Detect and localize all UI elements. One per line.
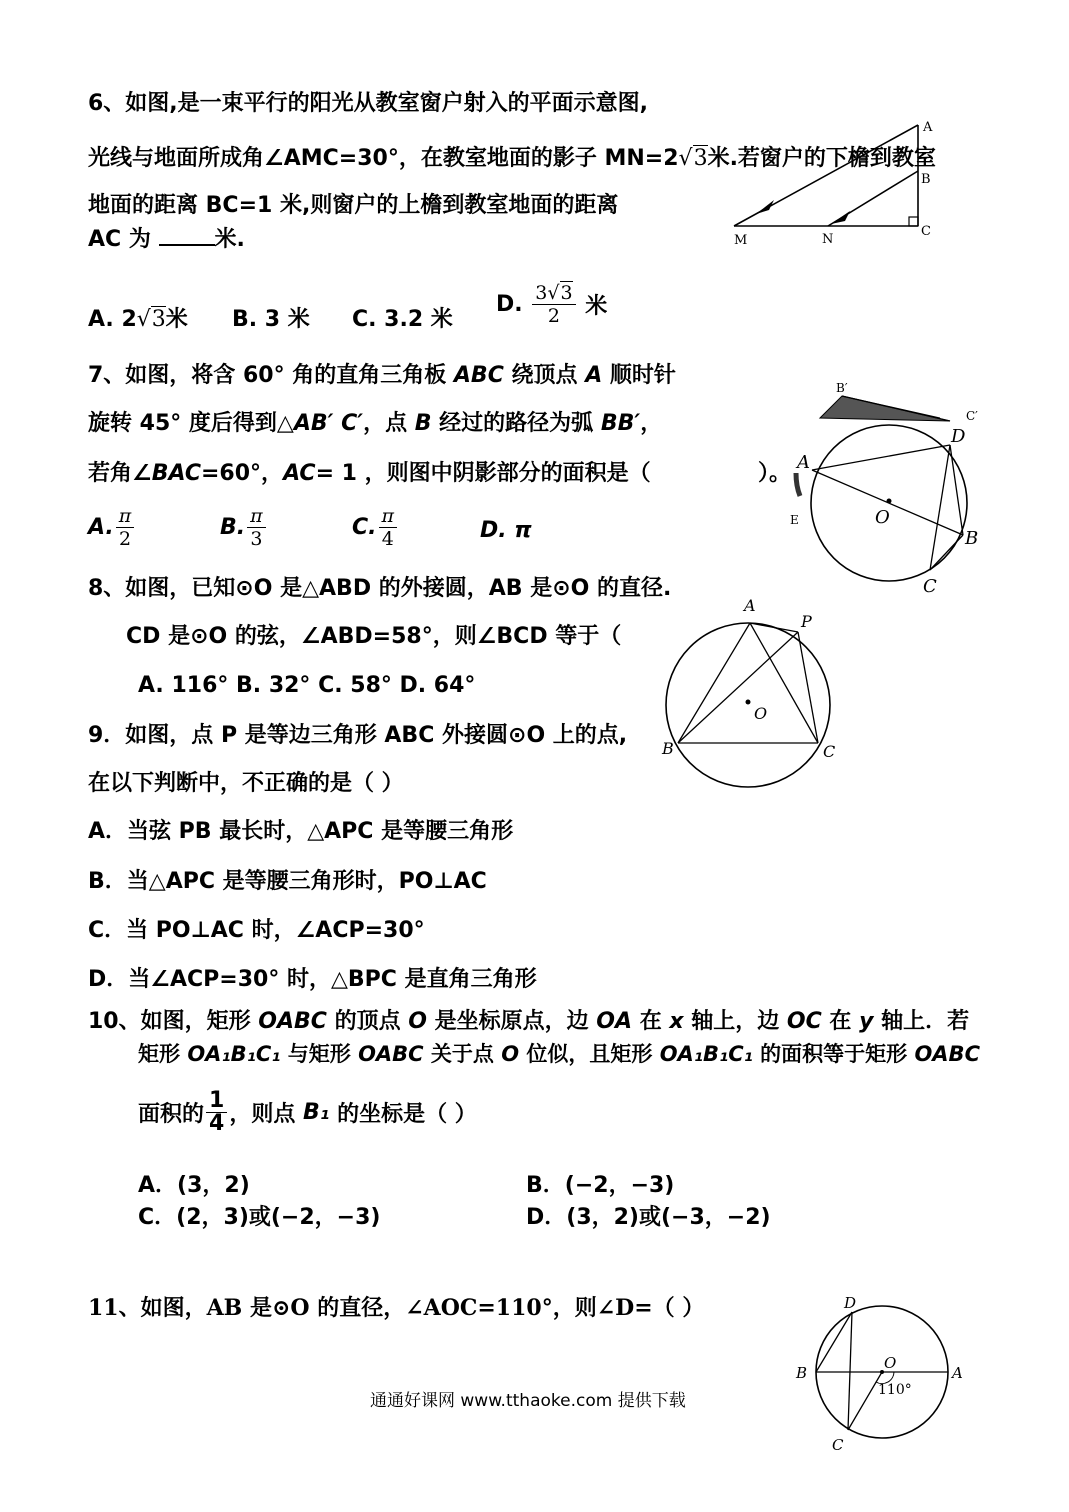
- q7-line2: [88, 410, 662, 438]
- q6-line4: [88, 224, 245, 254]
- q10-line1: 10、如图，矩形 OABC 的顶点 O 是坐标原点，边 OA 在 x 轴上，边 OC 在 y 轴上．若: [88, 1009, 970, 1034]
- q6-line1: 6、如图,是一束平行的阳光从教室窗户射入的平面示意图,: [88, 91, 649, 116]
- q6-opt-a-pre: A. 2: [88, 307, 137, 332]
- q6-figure: [728, 115, 938, 250]
- q7-l1-c: 顺时针: [602, 363, 676, 388]
- q8-label-d: D: [951, 426, 966, 447]
- q7-opt-b-frac: $\frac{\pi}{3}$: [247, 505, 266, 550]
- q9-figure: [658, 595, 848, 790]
- q6-sqrt3: √3: [678, 146, 708, 171]
- q11-label-d: D: [844, 1294, 857, 1312]
- q6-label-c: C: [921, 224, 931, 239]
- q6-line3: 地面的距离 BC=1 米,则窗户的上檐到教室地面的距离: [88, 193, 619, 218]
- q7-line3: [88, 460, 651, 488]
- q6-right-angle: [909, 217, 918, 226]
- q8-label-o: O: [875, 507, 890, 528]
- q7-l3-ac: AC: [283, 461, 316, 486]
- q7-l2-arc: BB′: [600, 411, 641, 436]
- q9-line2: 在以下判断中，不正确的是（ ）: [88, 771, 404, 796]
- q11-label-a: A: [952, 1364, 963, 1382]
- q8-label-c: C: [923, 576, 937, 597]
- q10-option-b: B．(−2，−3): [526, 1173, 675, 1198]
- q7-l1-b: 绕顶点: [503, 363, 586, 388]
- q7-option-b: B. $\frac{\pi}{3}$: [220, 505, 268, 550]
- q6-opt-a-post: 米: [165, 307, 188, 332]
- q7-shaded-region: [820, 396, 950, 421]
- q7-line3-close: ）。: [758, 461, 792, 486]
- q10-line3: 面积的 $\frac{1}{4}$ ，则点 B₁ 的坐标是（ ）: [138, 1088, 477, 1136]
- q6-opt-d-pre: D.: [496, 292, 523, 317]
- q7-label-bprime: B′: [836, 381, 848, 395]
- page-footer: 通通好课网 www.tthaoke.com 提供下载: [370, 1391, 686, 1411]
- q9-center-dot: [746, 700, 751, 705]
- q11-angle-label: 110°: [878, 1382, 912, 1398]
- q8-label-b: B: [965, 528, 979, 549]
- q7-label-e: E: [790, 513, 799, 527]
- q7-l2-a: 旋转 45° 度后得到△: [88, 411, 294, 436]
- q8-options: A. 116° B. 32° C. 58° D. 64°: [138, 673, 476, 698]
- q6-line2-b: 米.若窗户的下檐到教室: [707, 146, 936, 171]
- q11-label-o: O: [884, 1354, 897, 1372]
- q9-option-b: B．当△APC 是等腰三角形时，PO⊥AC: [88, 869, 487, 894]
- q7-line1: [88, 362, 676, 390]
- q11-label-b: B: [796, 1364, 808, 1382]
- q6-label-m: M: [734, 233, 748, 248]
- q7-l2-b: ，点: [363, 411, 415, 436]
- q11-label-c: C: [832, 1436, 844, 1454]
- q7-l2-point: B: [414, 411, 432, 436]
- q6-answer-blank: [159, 224, 215, 246]
- q6-opt-d-post: 米: [585, 294, 608, 319]
- q9-label-c: C: [823, 742, 836, 761]
- q8-line2: CD 是⊙O 的弦，∠ABD=58°，则∠BCD 等于（: [126, 624, 622, 649]
- q11-line1: 11、如图，AB 是⊙O 的直径，∠AOC=110°，则∠D=（ ）: [88, 1295, 705, 1321]
- q7-l1-abc: ABC: [453, 363, 504, 388]
- q7-l1-a: 7、如图，将含 60° 角的直角三角板: [88, 363, 454, 388]
- q9-option-a: A．当弦 PB 最长时，△APC 是等腰三角形: [88, 819, 514, 844]
- q7-l3-c: = 1 ，则图中阴影部分的面积是（: [315, 461, 651, 486]
- q7-l3-b: =60°，: [201, 461, 284, 486]
- q9-line1: 9．如图，点 P 是等边三角形 ABC 外接圆⊙O 上的点,: [88, 723, 628, 748]
- q6-label-b: B: [921, 172, 931, 187]
- q8-label-a: A: [797, 452, 810, 473]
- q10-fraction: $\frac{1}{4}$: [206, 1090, 227, 1135]
- q6-label-a: A: [923, 120, 933, 135]
- q9-label-o: O: [754, 704, 768, 723]
- q7-l2-d: ，: [640, 411, 663, 436]
- q11-figure: [790, 1290, 980, 1460]
- q6-arrow-1: [756, 200, 774, 214]
- q9-label-b: B: [662, 739, 674, 758]
- q6-option-c: C. 3.2 米: [352, 307, 453, 332]
- q9-circle: [666, 623, 830, 787]
- q8-figure: [795, 420, 995, 600]
- q7-l2-triangle: AB′ C′: [293, 411, 364, 436]
- q6-line4-b: 米.: [214, 227, 245, 252]
- q6-label-n: N: [822, 232, 834, 247]
- q7-l2-c: 经过的路径为弧: [431, 411, 601, 436]
- q7-option-d: D. π: [480, 518, 532, 543]
- q6-opt-a-sqrt: √3: [136, 307, 166, 332]
- q7-option-c: C. $\frac{\pi}{4}$: [352, 505, 399, 550]
- q10-line2: 矩形 OA₁B₁C₁ 与矩形 OABC 关于点 O 位似，且矩形 OA₁B₁C₁ 的面积等于矩形 OABC: [138, 1042, 980, 1066]
- q6-line2-a: 光线与地面所成角∠AMC=30°，在教室地面的影子 MN=2: [88, 146, 679, 171]
- q7-option-a: A. $\frac{\pi}{2}$: [88, 505, 136, 550]
- q10-option-a: A．(3，2): [138, 1173, 250, 1198]
- q6-option-b: B. 3 米: [232, 307, 310, 332]
- q10-option-c: C．(2，3)或(−2，−3): [138, 1205, 381, 1230]
- q10-option-d: D．(3，2)或(−3，−2): [526, 1205, 771, 1230]
- q6-opt-d-fraction: $\frac{3√3}{2}$: [532, 282, 575, 327]
- q7-opt-a-frac: $\frac{\pi}{2}$: [116, 505, 135, 550]
- q9-label-a: A: [744, 596, 756, 615]
- q7-l1-vertex: A: [585, 363, 603, 388]
- q7-l3-angle: BAC: [151, 461, 201, 486]
- q8-line1: 8、如图，已知⊙O 是△ABD 的外接圆，AB 是⊙O 的直径.: [88, 576, 672, 601]
- q6-option-a: [88, 306, 188, 334]
- q7-label-cprime: C′: [966, 409, 978, 423]
- q9-label-p: P: [801, 612, 812, 631]
- q9-option-c: C．当 PO⊥AC 时，∠ACP=30°: [88, 918, 425, 943]
- q6-option-d: [496, 282, 607, 327]
- q6-line4-a: AC 为: [88, 227, 159, 252]
- q9-option-d: D．当∠ACP=30° 时，△BPC 是直角三角形: [88, 967, 537, 992]
- q7-opt-c-frac: $\frac{\pi}{4}$: [379, 505, 398, 550]
- q7-l3-a: 若角∠: [88, 461, 152, 486]
- q8-center-dot: [887, 499, 892, 504]
